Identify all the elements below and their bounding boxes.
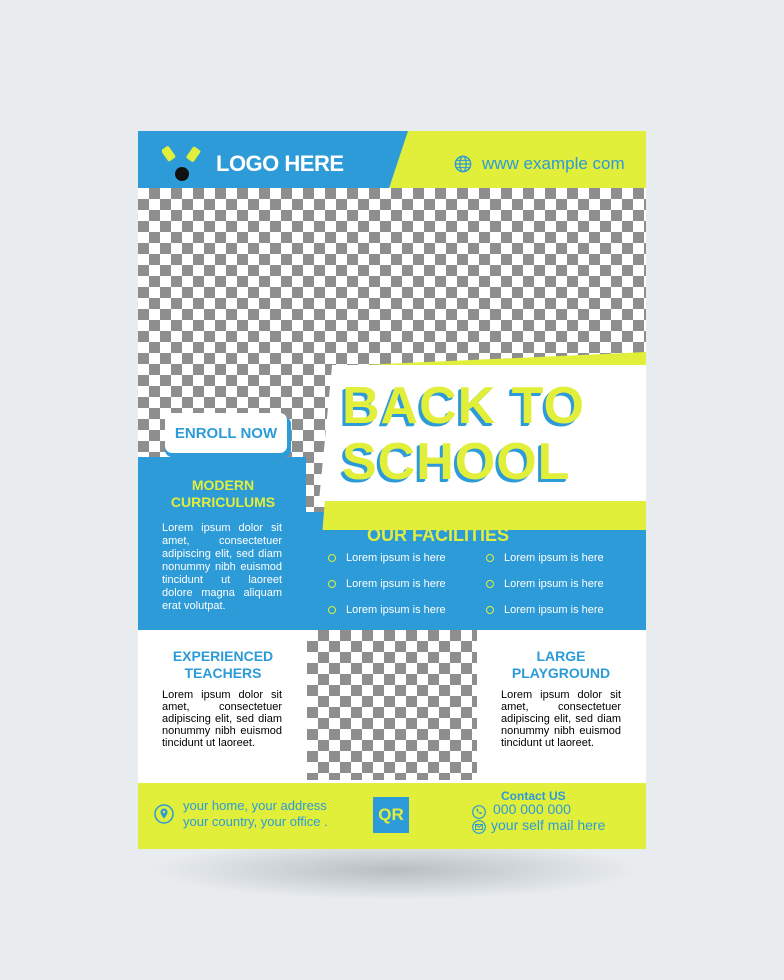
mail-icon xyxy=(472,820,486,834)
facility-item: Lorem ipsum is here xyxy=(328,549,486,567)
qr-code-placeholder[interactable]: QR xyxy=(373,797,409,833)
globe-icon xyxy=(454,155,472,173)
address-block xyxy=(183,798,328,830)
bullet-icon xyxy=(486,606,494,614)
facility-item: Lorem ipsum is here xyxy=(486,549,628,567)
facility-item: Lorem ipsum is here xyxy=(486,575,628,593)
logo-text: LOGO HERE xyxy=(216,151,344,176)
large-playground-title: LARGE PLAYGROUND xyxy=(511,648,611,681)
facility-item: Lorem ipsum is here xyxy=(328,575,486,593)
modern-curriculums-body: Lorem ipsum dolor sit amet, consectetuer adipiscing elit, sed diam nonummy nibh euismod tincidunt ut laoreet dolore magna aliquam erat volutpat. xyxy=(162,522,282,612)
website-link[interactable]: www example com xyxy=(482,154,625,173)
hero-title xyxy=(342,378,632,490)
facility-item: Lorem ipsum is here xyxy=(486,601,628,619)
location-icon xyxy=(154,804,174,824)
facilities-title: OUR FACILITIES xyxy=(367,525,510,545)
phone-icon xyxy=(472,805,486,819)
experienced-teachers-body: Lorem ipsum dolor sit amet, consectetuer adipiscing elit, sed diam nonummy nibh euismod tincidunt ut laoreet. xyxy=(162,689,282,749)
modern-curriculums-title: MODERN CURRICULUMS xyxy=(170,477,276,510)
bullet-icon xyxy=(328,554,336,562)
logo-mark-icon xyxy=(162,145,202,185)
address-line1: your home, your address xyxy=(183,798,327,813)
facilities-list xyxy=(328,549,628,619)
email-address[interactable]: your self mail here xyxy=(491,817,606,833)
bullet-icon xyxy=(486,554,494,562)
address-line2: your country, your office . xyxy=(183,814,328,829)
bullet-icon xyxy=(486,580,494,588)
bullet-icon xyxy=(328,580,336,588)
middle-photo-placeholder xyxy=(307,630,477,780)
hero-title-line2: SCHOOL xyxy=(342,433,571,491)
contact-title: Contact US xyxy=(501,789,566,803)
bullet-icon xyxy=(328,606,336,614)
large-playground-body: Lorem ipsum dolor sit amet, consectetuer adipiscing elit, sed diam nonummy nibh euismod tincidunt ut laoreet. xyxy=(501,689,621,749)
enroll-button-frame xyxy=(165,417,291,457)
phone-number[interactable]: 000 000 000 xyxy=(493,801,571,817)
hero-title-line1: BACK TO xyxy=(342,377,585,435)
flyer-shadow xyxy=(150,840,640,900)
facility-item: Lorem ipsum is here xyxy=(328,601,486,619)
experienced-teachers-title: EXPERIENCED TEACHERS xyxy=(172,648,274,681)
school-flyer xyxy=(138,131,646,849)
enroll-now-button[interactable]: ENROLL NOW xyxy=(165,413,287,453)
